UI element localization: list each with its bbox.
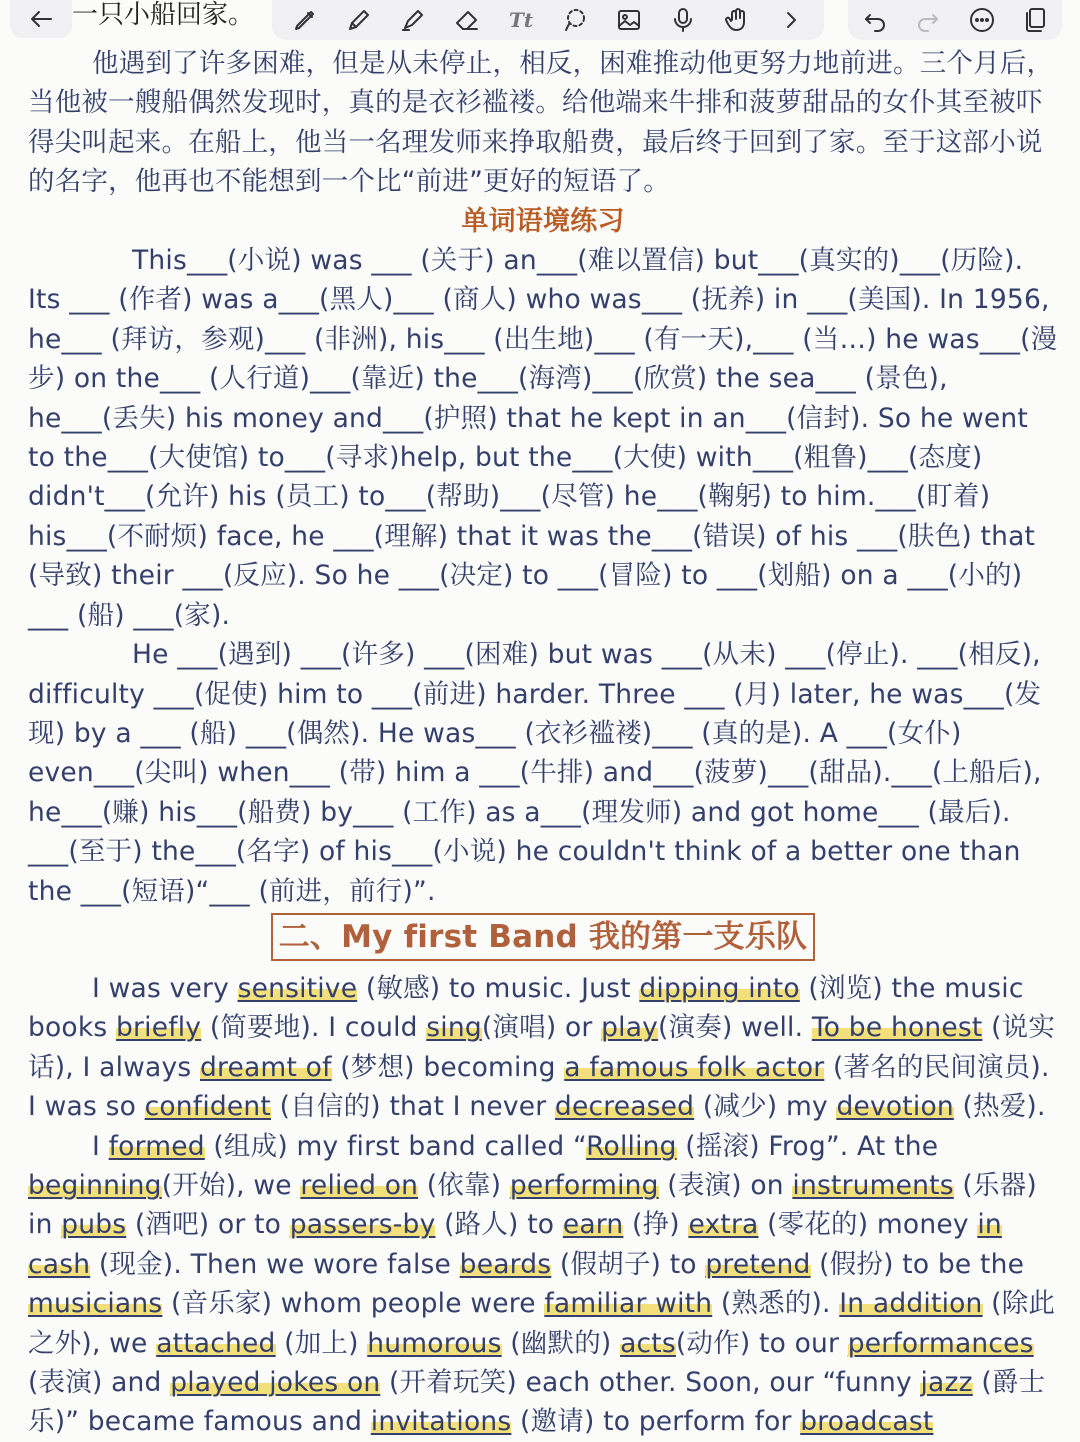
section-2-title-wrap <box>28 913 1058 967</box>
text-run: (开始), we <box>161 1169 301 1201</box>
text-run: (梦想) becoming <box>331 1051 565 1083</box>
chevron-right-icon[interactable] <box>774 3 808 37</box>
text-run: (现金). Then we wore false <box>90 1248 460 1280</box>
highlighted-word: sing <box>426 1012 482 1044</box>
text-run: (表演) and <box>28 1367 171 1398</box>
text-run: (表演) on <box>658 1169 793 1201</box>
text-tool-label: Tt <box>508 8 534 32</box>
marker-icon[interactable] <box>396 3 430 37</box>
highlighted-word: pubs <box>61 1209 127 1241</box>
highlighted-word: familiar with <box>544 1288 713 1320</box>
drawing-tools <box>272 0 824 40</box>
highlighted-word: To be honest <box>811 1012 983 1044</box>
chinese-paragraph: 他遇到了许多困难，但是从未停止，相反，困难推动他更努力地前进。三个月后，当他被一艘船偶然发现时，真的是衣衫褴褛。给他端来牛排和菠萝甜品的女仆其至被吓得尖叫起来。在船上，他当一名理发师来挣取船费，最后终于回到了家。至于这部小说的名字，他再也不能想到一个比“前进”更好的短语了。 <box>28 48 1054 198</box>
image-icon[interactable] <box>612 3 646 37</box>
highlighted-word: humorous <box>367 1327 502 1359</box>
text-run: (挣) <box>623 1209 689 1241</box>
text-run: (热爱). <box>953 1091 1046 1123</box>
highlighted-word: extra <box>688 1209 759 1241</box>
text-run: (浏览) the music books <box>28 972 1024 1044</box>
history-tools <box>848 0 1062 40</box>
highlighted-word: play <box>601 1012 659 1044</box>
text-run: (演奏) well. <box>658 1012 812 1044</box>
text-run: (除此之外), we <box>28 1288 1056 1359</box>
highlighted-word: Rolling <box>586 1130 677 1162</box>
text-run: (音乐家) whom people were <box>162 1288 545 1320</box>
highlighted-word: jazz <box>920 1367 973 1398</box>
eraser-icon[interactable] <box>450 3 484 37</box>
highlighted-word: formed <box>108 1130 205 1162</box>
more-icon[interactable] <box>965 3 999 37</box>
pages-icon[interactable] <box>1018 3 1052 37</box>
text-run: (动作) to our <box>675 1327 848 1359</box>
text-run: I <box>92 1130 109 1162</box>
document-body <box>28 44 1058 1442</box>
exercise-paragraph-2: He ___(遇到) ___(许多) ___(困难) but was ___(从未) ___(停止). ___(相反), difficulty ___(促使) him to ___(前进) harder. Three ___ (月) later, he was___(发现) by a ___ (船) ___(偶然). He was___ (衣衫褴褛)___ (真的是). A ___(女仆) even___(尖叫) when___ (带) him a ___(牛排) and___(菠萝)___(甜品).___(上船后), he___(赚) his___(船费) by___ (工作) as a___(理发师) and got home___ (最后). ___(至于) the___(名字) of his___(小说) he couldn't think of a better one than the ___(短语)“___ (前进，前行)”. <box>28 639 1042 907</box>
highlighted-word: sensitive <box>237 972 358 1004</box>
text-run: (著名的民间演员). I was so <box>28 1051 1050 1123</box>
highlighted-word: beards <box>459 1248 552 1280</box>
pencil-icon[interactable] <box>342 3 376 37</box>
back-button[interactable] <box>10 0 72 38</box>
undo-icon[interactable] <box>858 3 892 37</box>
text-run: (依靠) <box>418 1169 510 1201</box>
text-run: (演唱) or <box>481 1012 602 1044</box>
text-run: (减少) my <box>694 1091 837 1123</box>
text-run: I was very <box>92 972 238 1004</box>
text-run: (零花的) money <box>758 1209 978 1241</box>
highlighted-word: a famous folk actor <box>564 1051 825 1083</box>
text-tool-icon[interactable] <box>504 3 538 37</box>
note-title: 一只小船回家。 <box>72 0 255 30</box>
text-run: (假胡子) to <box>551 1248 706 1280</box>
highlighted-word: dipping into <box>639 972 800 1004</box>
text-run: (熟悉的). <box>712 1288 840 1320</box>
redo-icon[interactable] <box>911 3 945 37</box>
highlighted-word: dreamt of <box>199 1051 332 1083</box>
highlighted-word: played jokes on <box>170 1367 381 1398</box>
text-run: (邀请) to perform for <box>511 1406 801 1438</box>
highlighted-word: in cash <box>28 1209 1002 1280</box>
text-run: (爵士乐)” became famous and <box>28 1367 1046 1438</box>
band-paragraph-1 <box>28 969 1058 1127</box>
text-run: (组成) my first band called “ <box>204 1130 587 1162</box>
text-run: (敏感) to music. Just <box>357 972 640 1004</box>
text-run: (酒吧) or to <box>126 1209 290 1241</box>
highlighted-word: confident <box>144 1091 272 1123</box>
text-run: (自信的) that I never <box>271 1091 555 1123</box>
toolbar <box>0 0 1080 40</box>
back-arrow-icon <box>24 2 58 36</box>
highlighted-word: attached <box>156 1327 276 1359</box>
highlighted-word: acts <box>620 1327 676 1359</box>
highlighted-word: performances <box>847 1327 1034 1359</box>
section-heading: 单词语境练习 <box>461 205 625 237</box>
highlighted-word: broadcast <box>800 1406 934 1438</box>
highlighted-word: musicians <box>28 1288 163 1320</box>
text-run: (乐器) in <box>28 1169 1037 1241</box>
text-run: (说实话), I always <box>28 1012 1056 1083</box>
highlighted-word: pretend <box>705 1248 811 1280</box>
highlighted-word: decreased <box>554 1091 695 1123</box>
highlighted-word: earn <box>562 1209 624 1241</box>
highlighted-word: relied on <box>300 1169 419 1201</box>
highlighted-word: invitations <box>370 1406 512 1438</box>
section-2-title: 二、My first Band 我的第一支乐队 <box>271 913 816 961</box>
highlighted-word: instruments <box>792 1169 954 1201</box>
hand-icon[interactable] <box>720 3 754 37</box>
text-run: (假扮) to be the <box>810 1248 1025 1280</box>
text-run: (路人) to <box>435 1209 563 1241</box>
text-run: (摇滚) Frog”. At the <box>676 1130 939 1162</box>
highlighted-word: devotion <box>836 1091 954 1123</box>
pen-icon[interactable] <box>288 3 322 37</box>
highlighted-word: In addition <box>839 1288 983 1320</box>
microphone-icon[interactable] <box>666 3 700 37</box>
exercise-paragraph-1: This___(小说) was ___ (关于) an___(难以置信) but___(真实的)___(历险). Its ___ (作者) was a___(黑人)___ (商人) who was___ (抚养) in ___(美国). In 1956, he___ (拜访，参观)___ (非洲), his___ (出生地)___ (有一天),___ (当…) he was___(漫步) on the___ (人行道)___(靠近) the___(海湾)___(欣赏) the sea___ (景色), he___(丢失) his money and___(护照) that he kept in an___(信封). So he went to the___(大使馆) to___(寻求)help, but the___(大使) with___(粗鲁)___(态度) didn't___(允许) his (员工) to___(帮助)___(尽管) he___(鞠躬) to him.___(盯着) his___(不耐烦) face, he ___(理解) that it was the___(错误) of his ___(肤色) that (导致) their ___(反应). So he ___(决定) to ___(冒险) to ___(划船) on a ___(小的) ___ (船) ___(家). <box>28 245 1058 631</box>
text-run: (开着玩笑) each other. Soon, our “funny <box>380 1367 921 1398</box>
highlighted-word: performing <box>509 1169 659 1201</box>
highlighted-word: beginning <box>28 1169 162 1201</box>
lasso-icon[interactable] <box>558 3 592 37</box>
band-paragraph-2 <box>28 1127 1058 1442</box>
highlighted-word: briefly <box>116 1012 202 1044</box>
text-run: (幽默的) <box>501 1327 621 1359</box>
highlighted-word: passers-by <box>289 1209 436 1241</box>
text-run: (加上) <box>275 1327 368 1359</box>
text-run: (简要地). I could <box>201 1012 427 1044</box>
